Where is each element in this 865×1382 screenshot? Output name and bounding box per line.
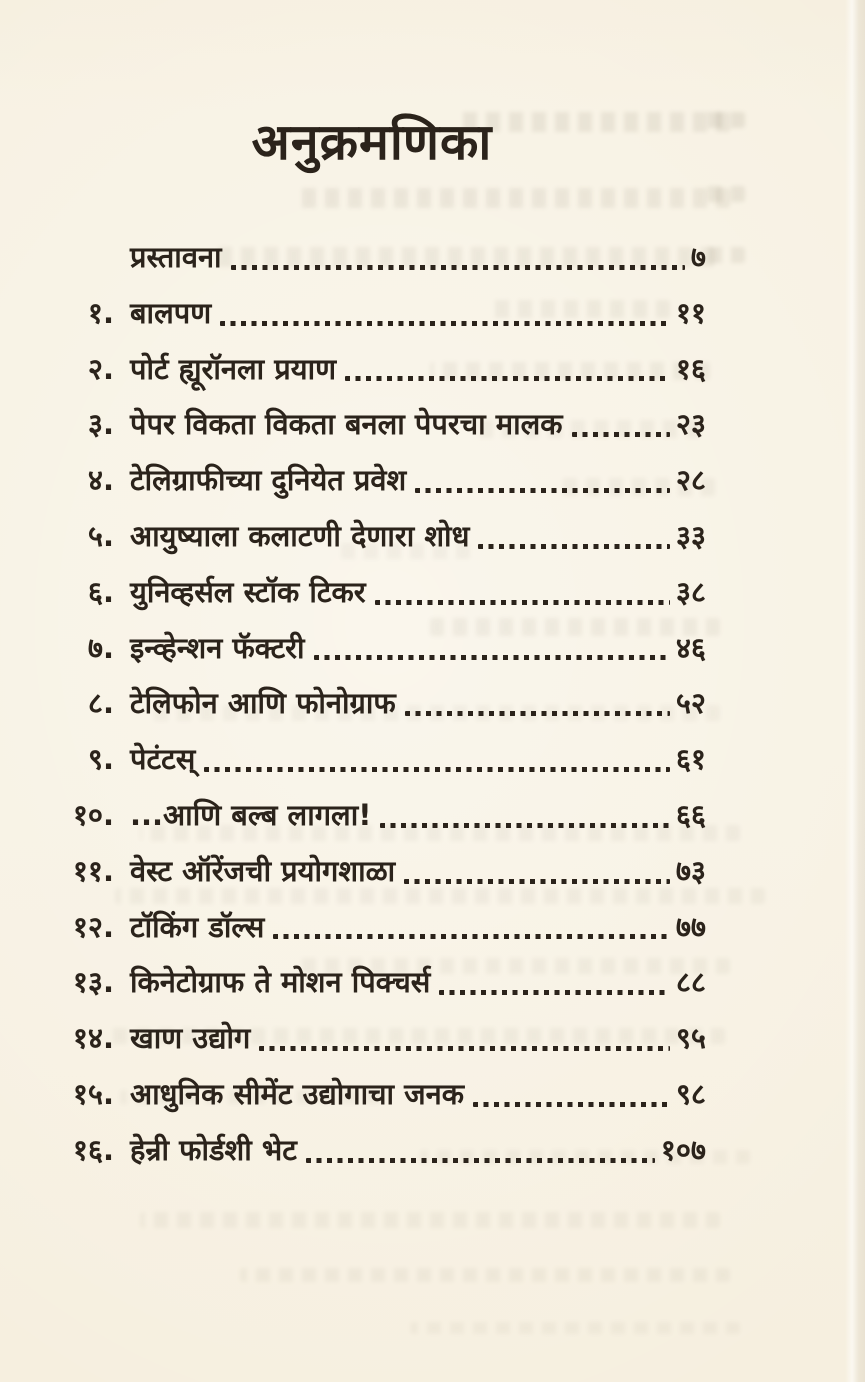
page-number: ४६	[675, 630, 706, 665]
toc-row	[66, 397, 706, 453]
page-edge-shadow	[845, 0, 865, 1382]
toc-row	[66, 509, 706, 565]
chapter-number: २.	[87, 351, 114, 386]
page-number: ७७	[675, 909, 706, 944]
chapter-number: १४.	[72, 1021, 114, 1056]
page-number: ९८	[675, 1076, 706, 1111]
page-number: ३८	[675, 574, 706, 609]
chapter-title: किनेटोग्राफ ते मोशन पिक्चर्स	[130, 965, 431, 1000]
chapter-number: ७.	[87, 630, 114, 665]
chapter-title: पेपर विकता विकता बनला पेपरचा मालक	[130, 407, 563, 442]
toc-row	[66, 900, 706, 956]
chapter-title: हेन्री फोर्डशी भेट	[130, 1132, 297, 1167]
chapter-title: इन्व्हेन्शन फॅक्टरी	[130, 630, 305, 665]
toc-list	[66, 230, 706, 1179]
chapter-number: ५.	[87, 518, 114, 553]
chapter-number: १५.	[72, 1076, 114, 1111]
toc-row	[66, 676, 706, 732]
chapter-title: आयुष्याला कलाटणी देणारा शोध	[130, 518, 470, 553]
chapter-title: बालपण	[130, 295, 212, 330]
dot-leader	[231, 265, 685, 270]
chapter-number: ३.	[87, 407, 114, 442]
toc-row	[66, 1123, 706, 1179]
chapter-title: खाण उद्योग	[130, 1021, 251, 1056]
page-number: ६६	[675, 797, 706, 832]
dot-leader	[259, 1046, 670, 1051]
chapter-number: ९.	[87, 742, 114, 777]
chapter-title: पोर्ट ह्यूरॉनला प्रयाण	[130, 351, 337, 386]
page-number: १०७	[660, 1132, 706, 1167]
dot-leader	[439, 990, 669, 995]
show-through-artifact	[140, 1212, 720, 1228]
page-number: ११	[675, 295, 706, 330]
toc-row	[66, 565, 706, 621]
chapter-title: वेस्ट ऑरेंजची प्रयोगशाळा	[130, 853, 396, 888]
toc-row	[66, 732, 706, 788]
toc-row	[66, 844, 706, 900]
dot-leader	[405, 711, 670, 716]
toc-row	[66, 955, 706, 1011]
dot-leader	[375, 600, 670, 605]
page-number: २८	[675, 463, 706, 498]
toc-row	[66, 342, 706, 398]
chapter-number: १२.	[72, 909, 114, 944]
chapter-number: ६.	[87, 574, 114, 609]
page-number: ५२	[675, 686, 706, 721]
page-number: १६	[675, 351, 706, 386]
dot-leader	[404, 879, 670, 884]
toc-row	[66, 788, 706, 844]
chapter-title: युनिव्हर्सल स्टॉक टिकर	[130, 574, 366, 609]
dot-leader	[572, 432, 670, 437]
page-number: ७३	[675, 853, 706, 888]
dot-leader	[306, 1158, 655, 1163]
chapter-number: १६.	[72, 1132, 114, 1167]
chapter-title: पेटंटस्	[130, 742, 196, 777]
chapter-title: प्रस्तावना	[130, 240, 222, 274]
chapter-number: ८.	[87, 686, 114, 721]
dot-leader	[345, 376, 670, 381]
toc-row	[66, 286, 706, 342]
show-through-artifact	[700, 247, 745, 263]
page-title: अनुक्रमणिका	[251, 113, 493, 171]
dot-leader	[380, 823, 669, 828]
show-through-artifact	[700, 112, 745, 128]
chapter-number: १०.	[72, 797, 114, 832]
dot-leader	[478, 544, 669, 549]
table-of-contents	[66, 112, 706, 1179]
toc-row	[66, 453, 706, 509]
show-through-artifact	[410, 1322, 740, 1334]
show-through-artifact	[700, 186, 745, 202]
page-number: ७	[690, 240, 706, 274]
chapter-number: १३.	[72, 965, 114, 1000]
chapter-title: टॉकिंग डॉल्स	[130, 909, 265, 944]
page-number: ६१	[675, 742, 706, 777]
dot-leader	[473, 1102, 670, 1107]
page-number: २३	[675, 407, 706, 442]
chapter-number: ११.	[72, 853, 114, 888]
chapter-number: ४.	[87, 463, 114, 498]
chapter-title: टेलिग्राफीच्या दुनियेत प्रवेश	[130, 463, 407, 498]
toc-row	[66, 621, 706, 677]
page-number: ९५	[675, 1021, 706, 1056]
chapter-title: आधुनिक सीमेंट उद्योगाचा जनक	[130, 1076, 465, 1111]
chapter-title: ...आणि बल्ब लागला!	[130, 797, 372, 832]
dot-leader	[415, 488, 670, 493]
chapter-number: १.	[87, 295, 114, 330]
dot-leader	[314, 655, 670, 660]
page-number: ८८	[675, 965, 706, 1000]
show-through-artifact	[240, 1268, 730, 1282]
chapter-title: टेलिफोन आणि फोनोग्राफ	[130, 686, 396, 721]
toc-row	[66, 230, 706, 286]
dot-leader	[273, 934, 669, 939]
toc-row	[66, 1011, 706, 1067]
dot-leader	[204, 767, 670, 772]
dot-leader	[220, 321, 670, 326]
toc-row	[66, 1067, 706, 1123]
page-number: ३३	[675, 518, 706, 553]
